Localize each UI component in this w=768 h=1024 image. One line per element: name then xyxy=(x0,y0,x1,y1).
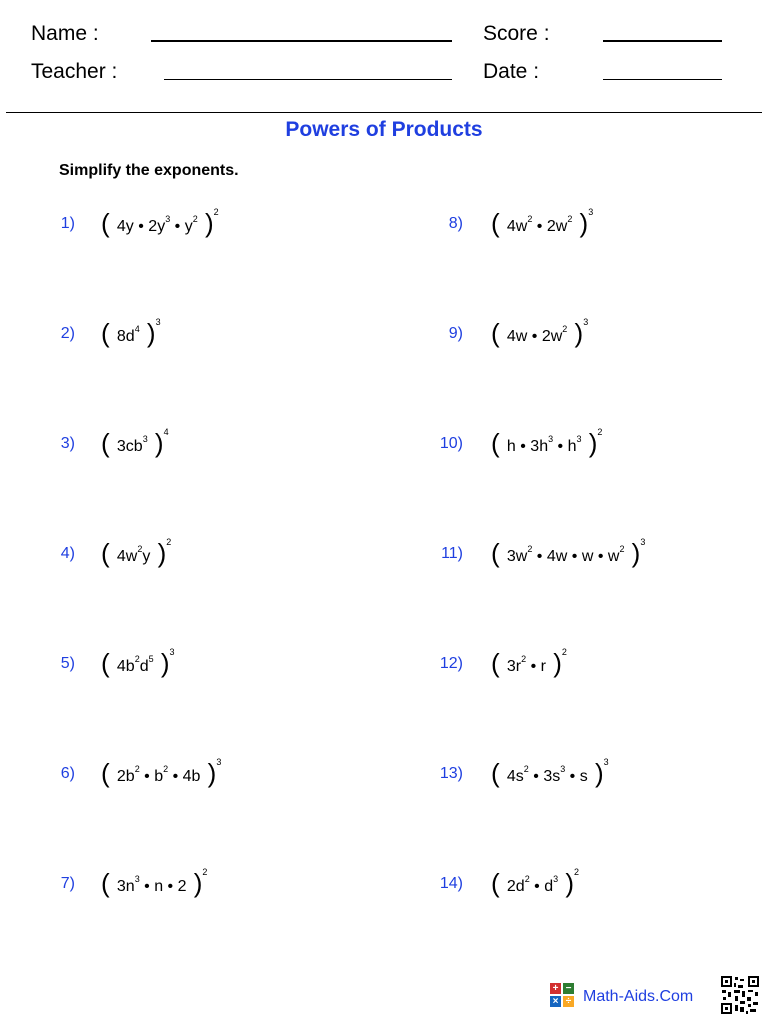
problem-number: 6) xyxy=(60,765,75,782)
problem-number: 10) xyxy=(439,435,463,452)
score-field[interactable] xyxy=(603,40,722,42)
problem-number: 2) xyxy=(60,325,75,342)
problem-number: 7) xyxy=(60,875,75,892)
problem-number: 12) xyxy=(439,655,463,672)
qr-code-icon xyxy=(720,975,760,1015)
score-label: Score : xyxy=(483,22,550,45)
problem-expression: ( $3r^2$ • r )$^2$ xyxy=(491,647,567,678)
calculator-icon: + − × ÷ xyxy=(550,983,574,1007)
date-label: Date : xyxy=(483,60,540,83)
problem-number: 1) xyxy=(60,215,75,232)
outer-exponent: 2 xyxy=(597,427,603,437)
outer-exponent: 2 xyxy=(574,867,580,877)
teacher-field[interactable] xyxy=(164,79,452,80)
problem-number: 5) xyxy=(60,655,75,672)
outer-exponent: 3 xyxy=(603,757,609,767)
outer-exponent: 3 xyxy=(588,207,594,217)
problem-expression: ( $4b^2d^5$ )$^3$ xyxy=(101,647,175,678)
outer-exponent: 2 xyxy=(561,647,567,657)
problem-expression: ( $3w^2$ • 4w • w • $w^2$ )$^3$ xyxy=(491,537,646,568)
outer-exponent: 3 xyxy=(169,647,175,657)
outer-exponent: 2 xyxy=(166,537,172,547)
problem-number: 13) xyxy=(439,765,463,782)
problem-item xyxy=(0,313,768,353)
problem-expression: ( h • $3h^3$ • $h^3$ )$^2$ xyxy=(491,427,603,458)
problem-expression: ( 4w • $2w^2$ )$^3$ xyxy=(491,317,589,348)
header-divider xyxy=(6,112,762,113)
problem-expression: ( $4w^2y$ )$^2$ xyxy=(101,537,172,568)
instructions: Simplify the exponents. xyxy=(59,162,239,179)
problem-item xyxy=(0,203,768,243)
problem-number: 8) xyxy=(448,215,463,232)
problem-item xyxy=(0,643,768,683)
date-field[interactable] xyxy=(603,79,722,80)
problem-number: 3) xyxy=(60,435,75,452)
outer-exponent: 2 xyxy=(213,207,219,217)
problem-expression: ( $2b^2$ • $b^2$ • 4b )$^3$ xyxy=(101,757,222,788)
problem-expression: ( $4s^2$ • $3s^3$ • s )$^3$ xyxy=(491,757,609,788)
worksheet-title: Powers of Products xyxy=(285,118,483,141)
problem-expression: ( $4w^2$ • $2w^2$ )$^3$ xyxy=(491,207,594,238)
outer-exponent: 3 xyxy=(155,317,161,327)
outer-exponent: 2 xyxy=(202,867,208,877)
outer-exponent: 3 xyxy=(640,537,646,547)
problem-item xyxy=(0,533,768,573)
problem-expression: ( $3n^3$ • n • 2 )$^2$ xyxy=(101,867,208,898)
problem-item xyxy=(0,423,768,463)
outer-exponent: 3 xyxy=(216,757,222,767)
problem-item xyxy=(0,753,768,793)
outer-exponent: 4 xyxy=(163,427,169,437)
problem-number: 11) xyxy=(441,545,463,562)
problem-number: 9) xyxy=(448,325,463,342)
problem-number: 14) xyxy=(439,875,463,892)
brand-link[interactable]: Math-Aids.Com xyxy=(583,988,694,1005)
problem-item xyxy=(0,863,768,903)
name-label: Name : xyxy=(31,22,99,45)
name-field[interactable] xyxy=(151,40,452,42)
problem-expression: ( $2d^2$ • $d^3$ )$^2$ xyxy=(491,867,580,898)
problem-expression: ( $8d^4$ )$^3$ xyxy=(101,317,161,348)
outer-exponent: 3 xyxy=(583,317,589,327)
problem-number: 4) xyxy=(60,545,75,562)
problem-expression: ( $3cb^3$ )$^4$ xyxy=(101,427,169,458)
problem-expression: ( 4y • $2y^3$ • $y^2$ )$^2$ xyxy=(101,207,219,238)
teacher-label: Teacher : xyxy=(31,60,118,83)
